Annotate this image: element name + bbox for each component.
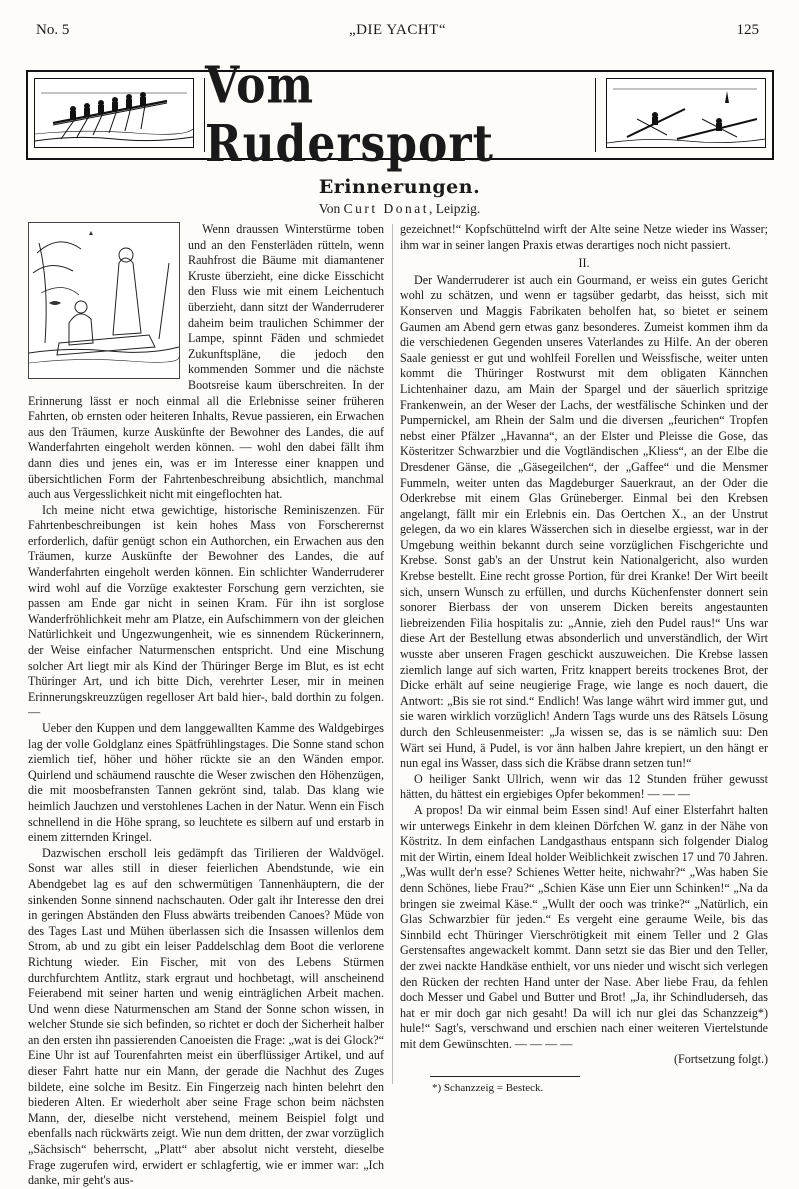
paragraph: Ich meine nicht etwa gewichtige, historische Reminiszenzen. Für Fahrtenbeschreibungen ist kein hohes Mass von Forscherernst erforderlich, dafür genügt schon ein Authorchen, ein Erwachen aus den Träumen, kurze Auskünfte der Bewohner des Landes, die auf Wanderfahrten eingeholt werden können. Ein schlichter Wanderruderer wird wohl auf die Vorzüge exaktester Forschung gern verzichten, sie passen am Ende gar nicht in seinen Kram. Für ihn ist sorglose Wanderfröhlichkeit mehr am Platze, ein Aufschimmern von der gleichen Natürlichkeit und Ungezwungenheit, wie es sinnendem Rückerinnern, der Weise einfacher Naturmenschen entspricht. Und eine Mischung solcher Art liegt mir als Kind der Thüringer Berge im Blut, es ist echt Thüringer Art, und ich bitte Dich, verehrter Leser, mir in meinen Erinnerungskreuzzügen regelloser Art bald hier-, bald dorthin zu folgen. — bbox=[28, 502, 384, 720]
byline-place: , Leipzig. bbox=[428, 201, 481, 216]
journal-name: „DIE YACHT“ bbox=[348, 22, 446, 38]
paragraph: Der Wanderruderer ist auch ein Gourmand, er weiss ein gutes Gericht wohl zu schätzen, und wenn er tagsüber gedarbt, das heisst, sich mit Konserven und Maggis Fabrikaten beholfen hat, so bietet er seinem Gaumen am Abend gern etwas ganz besonderes. Zumeist kommen ihm da die verschiedenen Gegenden unseres Vaterlandes zu Hilfe. An der oberen Saale geniesst er gut und wohlfeil Forellen und Weissfische, weiter unten kommt die Thüringer Rostwurst mit dem obligaten Kännchen Lichtenhainer dazu, am Main der Spargel und der säuerlich spritzige Frankenwein, an der Weser der Lachs, der westfälische Schinken und der Pumpernickel, am Rhein der Salm und die diversen „feurichen“ Tropfen nebst einer Pfälzer „Havanna“, an der Elster und Pleisse die Gose, das Kösteritzer Schwarzbier und die Vogtländischen „Kliess“, an der Elbe die Dresdener Gänse, die „Gäsegeilchen“, der „Gaffee“ und die Mensmer Fummeln, weiter unten das Magdeburger Sauerkraut, an der Oder die Oderkrebse mit einem Glas Grüneberger. Einmal bei den Krebsen angelangt, fällt mir ein Erlebnis ein. Das Oertchen X., an der Unstrut gelegen, da wo ein klares Wässerchen sich in dieselbe ergiesst, war in der Umgebung weithin bekannt durch seine vorzüglichen Fischgerichte und Krebse. Sonst gab's an der Unstrut kein Nationalgericht, also wurden Krebse bestellt. Eine recht grosse Portion, für drei Kranke! Der Wirt beeilt sich, unsern Wunsch zu erfüllen, und durchs Küchenfenster donnert sein sonorer Bierbass der von unserem Dicken bereits angestaunten liebreizenden Filia hospitalis zu: „Annie, zieh den Pudel raus!“ Uns war diese Art der Bestellung etwas absonderlich und unverständlich, der Wirt wusste aber unseren Fragen geschickt auszuweichen. Die Krebse lassen ziemlich lange auf sich warten, Fritz knappert bereits trockenes Brot, der Dicke erhält auf seine neugierige Frage, wie lange es noch dauert, die Antwort: „Bis sie rot sind.“ Endlich! Was lange währt wird immer gut, und sie waren wirklich vorzüglich! Andern Tags wurde uns des Rätsels Lösung durch den Schleusenmeister: „Ja wissen se, das is se nämlich suu: Den Wärt sei Hund, ä Pudel, is vor änn halben Jahre krepiert, un den hängt er nun egal ins Wasser, dass sich die Kräbse drann setzen tun!“ bbox=[400, 272, 768, 771]
page-header bbox=[36, 22, 759, 42]
section-banner bbox=[26, 56, 774, 174]
page-number: 125 bbox=[736, 22, 759, 38]
right-column bbox=[400, 222, 768, 1098]
column-divider bbox=[392, 224, 393, 1084]
footnote-rule bbox=[430, 1076, 580, 1077]
paragraph: A propos! Da wir einmal beim Essen sind! Auf einer Elsterfahrt halten wir unterwegs Einkehr in dem kleinen Dörfchen W. ganz in der Nähe von Köstritz. In dem einfachen Landgasthaus entspann sich folgender Dialog mit der Wirtin, einem Ideal holder Weiblichkeit zwischen 17 und 70 Jahren. „Was wullt der'n esse? Schienes Wetter heite, nichwahr?“ „Was haben Sie denn Schönes, liebe Frau?“ „Schien Käse unn Eier unn Schinken!“ „Na da bringen sie zweimal Käse.“ „Wullt der ooch was trinke?“ „Natürlich, ein Glas Schwarzbier für jeden.“ Es vergeht eine geraume Weile, bis das Sinnbild echt Thüringer Vierschrötigkeit mit einem Teller und 2 Glas Gerstensaftes angewackelt kommt. Dann setzt sie das Bier und den Teller, der zwei nackte Handkäse enthielt, vor uns nieder und wischt sich verlegen den Rücken der rechten Hand unter der Nase. Aber liebe Frau, da fehlen doch Messer und Gabel und Butter und Brot! „Ja, ihr Schindluderseh, das hat er mir doch gar nich gesaht! Da will ich nur glei das Schanzzeig*) hule!“ Sagt's, verschwand und erschien nach einer weiteren Viertelstunde mit dem Gewünschten. — — — — bbox=[400, 802, 768, 1051]
paragraph: Ueber den Kuppen und dem langgewallten Kamme des Waldgebirges lag der volle Goldglanz eines Spätfrühlingstages. Die Sonne stand schon ziemlich tief, höher und höher rückte sie an den Wänden empor. Quirlend und schäumend rauschte die Weser zwischen den Höhenzügen, die mit moosbefransten Tannen gekrönt sind, talab. Das klang wie heimlich Jauchzen und verstohlenes Lachen in der Natur. Wenn ein Fisch schnellend in die Höhe sprang, so leuchtete es silbern auf und erstarb in einem zitternden Kringel. bbox=[28, 721, 384, 845]
banner-title: Vom Rudersport bbox=[204, 78, 596, 152]
byline-prefix: Von bbox=[318, 201, 344, 216]
paragraph: O heiliger Sankt Ullrich, wenn wir das 12 Stunden früher gewusst hätten, du hättest ein ergiebiges Opfer bekommen! — — — bbox=[400, 771, 768, 802]
paragraph: Dazwischen erscholl leis gedämpft das Tirilieren der Waldvögel. Sonst war alles still in dieser feierlichen Abendstunde, wie ein Abendgebet lag es auf den schwermütigen Tannenhäuptern, die der sinkenden Sonne sinnend nachschauten. Oder galt ihr Interesse den drei in geringen Abständen den Fluss abwärts treibenden Canoes? Müde von des Tages Last und Mühen überlassen sich die Insassen willenlos dem Strom, ab und zu gibt ein leiser Paddelschlag dem Boot die verlorene Richtung wieder. Ein Fischer, mit von des Lebens Stürmen durchfurchtem Antlitz, stark ergraut und hochbetagt, will anscheinend Feierabend mit seiner harten und wenig einträglichen Arbeit machen. Und wenn diese Naturmenschen am Stand der Sonne schon wissen, in welcher Stunde sie sich befinden, so richtet er doch der Sicherheit halber an den ersten ihn passierenden Canoeisten die Frage: „wat is dei Glock?“ Eine Uhr ist auf Tourenfahrten meist ein überflüssiger Artikel, und auf dieser Fahrt hatte nur ein Mann, der gerade die Nachhut des Zuges bildete, eine solche im Besitz. Ein Fingerzeig nach hinten belehrt den biederen Alten. Er wiederholt aber seine Frage schon beim nächsten Mann, der, dieselbe nicht verstehend, meinem Beispiel folgt und ebenfalls nach rückwärts zeigt. Wie nun dem dritten, der zwar vorzüglich „Sächsisch“ beherrscht, „Platt“ aber absolut nicht versteht, dieselbe Frage zugerufen wird, erwidert er schlagfertig, wie er immer war: „Ich danke, mir geht's aus- bbox=[28, 845, 384, 1188]
to-be-continued bbox=[400, 1052, 768, 1068]
article-title: Erinnerungen. bbox=[318, 176, 481, 198]
fishermen-by-the-river-illustration bbox=[28, 222, 180, 379]
byline-author: Curt Donat bbox=[343, 201, 429, 216]
issue-number: No. 5 bbox=[36, 22, 70, 38]
paragraph-continuation: gezeichnet!“ Kopfschüttelnd wirft der Alte seine Netze wieder ins Wasser; ihm war in seiner langen Praxis etwas derartiges noch nicht passiert. bbox=[400, 222, 768, 252]
byline bbox=[0, 201, 799, 217]
paragraph: Wenn draussen Winterstürme toben und an den Fensterläden rütteln, wenn Rauhfrost die Bäume mit diamantener Kruste überzieht, eine dicke Eisschicht den Fluss wie mit einem Leichentuch überzieht, dann sitzt der Wanderruderer daheim beim traulichen Schimmer der Lampe, spinnt Fäden und schmiedet Zukunftspläne, die jedoch den kommenden Sommer und die nächste Bootsreise kaum überschreiten. In der Erinnerung lässt er noch einmal all die Erlebnisse seiner früheren Fahrten, ob ernsten oder heiteren Inhalts, Revue passieren, ein Erwachen aus den Träumen, kurze Auskünfte der Bewohner des Landes, die auf Wanderfahrten eingeholt werden können. — wohl den dabei fällt ihm dann dies und jenes ein, was er im Interesse einer knappen und übersichtlichen Form der Fahrtenbeschreibung absichtlich, manchmal auch aus Vergesslichkeit nicht mit eingeflochten hat. bbox=[28, 222, 384, 502]
continued-note: (Fortsetzung folgt.) bbox=[673, 1052, 768, 1067]
rowers-in-sculls-illustration bbox=[606, 78, 766, 148]
section-heading-ii: II. bbox=[578, 256, 590, 271]
footnote: *) Schanzzeig = Besteck. bbox=[432, 1082, 544, 1095]
rowing-crew-illustration bbox=[34, 78, 194, 148]
left-column bbox=[28, 222, 384, 1188]
